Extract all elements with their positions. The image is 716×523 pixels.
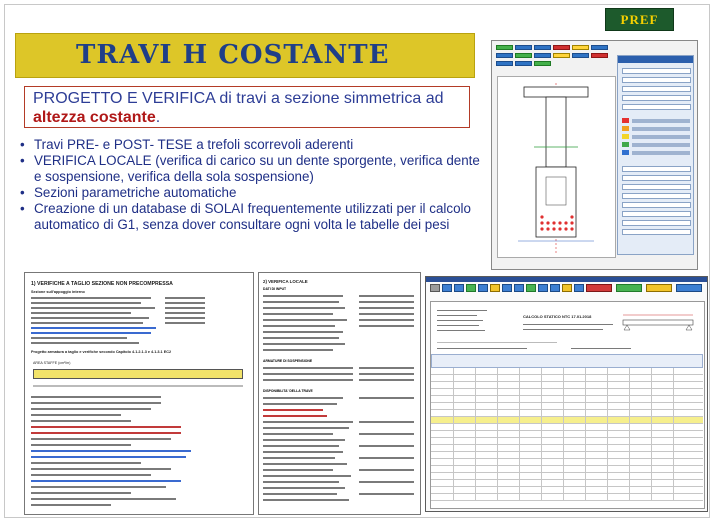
toolbar-button[interactable] xyxy=(515,45,532,50)
toolbar-button[interactable] xyxy=(562,284,572,292)
table-row[interactable] xyxy=(431,452,703,459)
toolbar-button[interactable] xyxy=(572,45,589,50)
results-table xyxy=(431,368,703,500)
local-verification-screenshot xyxy=(258,272,421,515)
table-row[interactable] xyxy=(431,410,703,417)
title-banner xyxy=(15,33,475,78)
toolbar-button[interactable] xyxy=(496,45,513,50)
table-row[interactable] xyxy=(431,403,703,410)
legend-swatch xyxy=(622,134,629,139)
legend-label xyxy=(632,127,690,131)
toolbar-button[interactable] xyxy=(466,284,476,292)
property-field[interactable] xyxy=(622,68,691,74)
spreadsheet-area[interactable] xyxy=(430,301,705,509)
table-row[interactable] xyxy=(431,424,703,431)
property-field[interactable] xyxy=(622,202,691,208)
toolbar-button[interactable] xyxy=(526,284,536,292)
slide-title: TRAVI H COSTANTE xyxy=(76,40,390,70)
table-row[interactable] xyxy=(431,431,703,438)
legend-swatch xyxy=(622,118,629,123)
toolbar-button[interactable] xyxy=(550,284,560,292)
toolbar-button[interactable] xyxy=(502,284,512,292)
property-field[interactable] xyxy=(622,86,691,92)
toolbar-button[interactable] xyxy=(616,284,642,292)
table-row[interactable] xyxy=(431,494,703,501)
report-section: Sezione sull'appoggio interno xyxy=(31,290,85,294)
feature-item: • Creazione di un database di SOLAI frequentemente utilizzati per il calcolo automatico di G1, senza dover consultare ogni volta le tabelle dei pesi xyxy=(18,201,483,233)
table-row[interactable] xyxy=(431,480,703,487)
table-row[interactable] xyxy=(431,368,703,375)
table-row[interactable] xyxy=(431,473,703,480)
property-field[interactable] xyxy=(622,193,691,199)
beam-diagram xyxy=(33,369,243,379)
legend-swatch xyxy=(622,126,629,131)
toolbar-button[interactable] xyxy=(430,284,440,292)
toolbar-button[interactable] xyxy=(496,53,513,58)
table-row[interactable] xyxy=(431,375,703,382)
legend-swatch xyxy=(622,142,629,147)
spreadsheet-screenshot xyxy=(425,276,708,512)
legend-swatch xyxy=(622,150,629,155)
legend-label xyxy=(632,135,690,139)
toolbar-button[interactable] xyxy=(646,284,672,292)
toolbar-button[interactable] xyxy=(591,53,608,58)
toolbar-button[interactable] xyxy=(572,53,589,58)
feature-list xyxy=(18,137,483,233)
toolbar-button[interactable] xyxy=(515,61,532,66)
feature-item: • Travi PRE- e POST- TESE a trefoli scorrevoli aderenti xyxy=(18,137,483,153)
toolbar-button[interactable] xyxy=(591,45,608,50)
property-field[interactable] xyxy=(622,166,691,172)
table-row[interactable] xyxy=(431,396,703,403)
property-field[interactable] xyxy=(622,220,691,226)
toolbar-button[interactable] xyxy=(586,284,612,292)
report-section: DATI DI INPUT xyxy=(263,287,287,291)
legend-label xyxy=(632,151,690,155)
legend-label xyxy=(632,119,690,123)
section-software-screenshot xyxy=(491,40,698,270)
toolbar-button[interactable] xyxy=(515,53,532,58)
properties-panel xyxy=(617,55,694,255)
property-field[interactable] xyxy=(622,77,691,83)
toolbar-button[interactable] xyxy=(574,284,584,292)
beam-sketch xyxy=(621,310,695,334)
table-row-selected[interactable] xyxy=(431,417,703,424)
toolbar-button[interactable] xyxy=(442,284,452,292)
table-row[interactable] xyxy=(431,438,703,445)
sheet-title: CALCOLO STATICO NTC 17.01.2018 xyxy=(523,314,592,319)
table-row[interactable] xyxy=(431,445,703,452)
table-row[interactable] xyxy=(431,389,703,396)
report-section: ARMATURE DI SOSPENSIONE xyxy=(263,359,313,363)
table-row[interactable] xyxy=(431,382,703,389)
window-titlebar xyxy=(426,277,707,282)
shear-report-screenshot xyxy=(24,272,254,515)
toolbar-button[interactable] xyxy=(676,284,702,292)
cross-section-drawing xyxy=(497,76,616,258)
toolbar-button[interactable] xyxy=(496,61,513,66)
toolbar-button[interactable] xyxy=(538,284,548,292)
beam-label: AREA STAFFE (cm²/m) xyxy=(33,361,71,365)
column-header-row xyxy=(431,354,703,368)
feature-item: • VERIFICA LOCALE (verifica di carico su un dente sporgente, verifica dente e sospensione, verifica della sola sospensione) xyxy=(18,153,483,185)
table-row[interactable] xyxy=(431,466,703,473)
report-section: DISPONIBILITA' DELLA TRAVE xyxy=(263,389,313,393)
toolbar-button[interactable] xyxy=(534,61,551,66)
property-field[interactable] xyxy=(622,184,691,190)
toolbar-button[interactable] xyxy=(478,284,488,292)
beam-section-svg xyxy=(498,77,615,257)
report-title: 2) VERIFICA LOCALE xyxy=(263,279,308,284)
subtitle-box xyxy=(24,86,470,128)
toolbar-button[interactable] xyxy=(534,53,551,58)
subtitle-end: . xyxy=(155,109,161,126)
property-field[interactable] xyxy=(622,229,691,235)
toolbar-button[interactable] xyxy=(553,53,570,58)
toolbar-button[interactable] xyxy=(534,45,551,50)
property-field[interactable] xyxy=(622,211,691,217)
property-field[interactable] xyxy=(622,175,691,181)
report-title: 1) VERIFICHE A TAGLIO SEZIONE NON PRECOMPRESSA xyxy=(31,281,173,287)
pref-badge: PREF xyxy=(605,8,674,31)
toolbar xyxy=(496,45,614,75)
toolbar-button[interactable] xyxy=(454,284,464,292)
subtitle-emphasis: altezza costante xyxy=(33,109,156,126)
table-row[interactable] xyxy=(431,487,703,494)
report-section: Progetto armatura a taglio e verifiche secondo Capitolo 4.1.2.1.3 e 4.1.3.1 EC2 xyxy=(31,350,172,354)
property-field[interactable] xyxy=(622,95,691,101)
table-row[interactable] xyxy=(431,459,703,466)
toolbar-button[interactable] xyxy=(553,45,570,50)
legend-label xyxy=(632,143,690,147)
toolbar-button[interactable] xyxy=(490,284,500,292)
feature-item: • Sezioni parametriche automatiche xyxy=(18,185,483,201)
subtitle-text: PROGETTO E VERIFICA di travi a sezione simmetrica ad xyxy=(33,90,444,107)
toolbar-button[interactable] xyxy=(514,284,524,292)
property-field[interactable] xyxy=(622,104,691,110)
